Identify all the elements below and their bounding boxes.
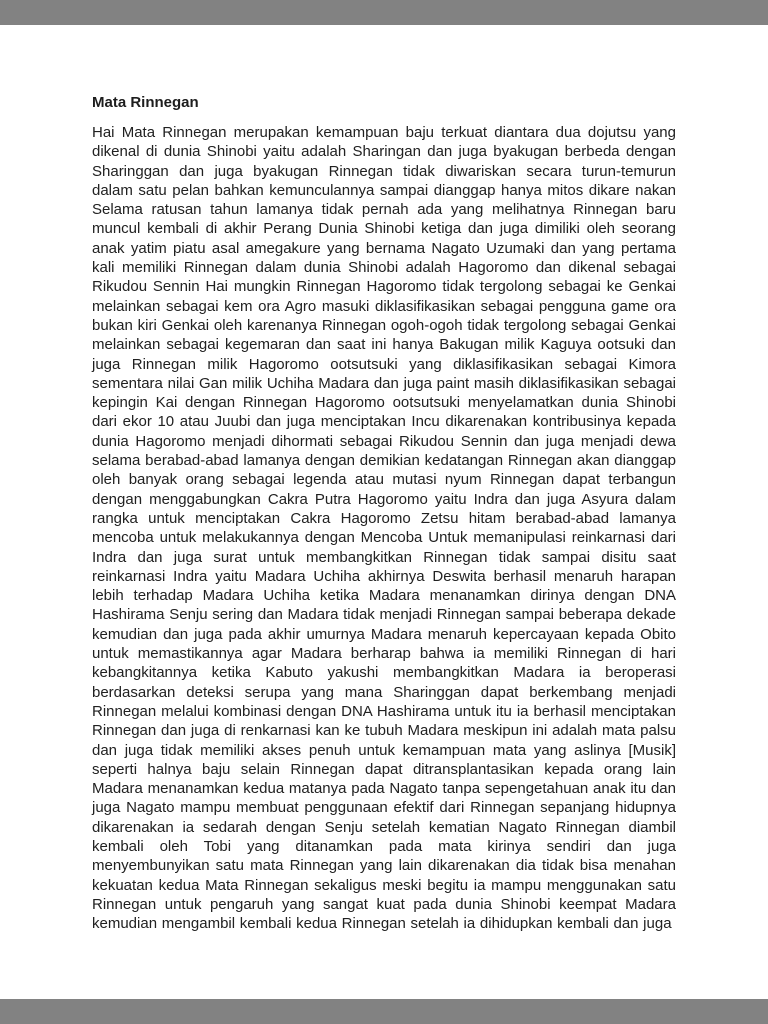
viewer-top-bar: [0, 0, 768, 25]
viewer-bottom-bar: [0, 999, 768, 1024]
page-title: Mata Rinnegan: [92, 94, 199, 111]
document-page: [0, 25, 768, 999]
body-paragraph: Hai Mata Rinnegan merupakan kemampuan baju terkuat diantara dua dojutsu yang dikenal di dunia Shinobi yaitu adalah Sharingan dan juga byakugan berbeda dengan Sharinggan dan juga byakugan Rinnegan tidak diwariskan secara turun-temurun dalam satu pelan bahkan kemunculannya sampai dianggap hanya mitos dikare nakan Selama ratusan tahun lamanya tidak pernah ada yang melihatnya Rinnegan baru muncul kembali di akhir Perang Dunia Shinobi ketiga dan juga dimiliki oleh seorang anak yatim piatu asal amegakure yang bernama Nagato Uzumaki dan yang pertama kali memiliki Rinnegan dalam dunia Shinobi adalah Hagoromo dan dikenal sebagai Rikudou Sennin Hai mungkin Rinnegan Hagoromo tidak tergolong sebagai ke Genkai melainkan sebagai kem ora Agro masuki diklasifikasikan sebagai pengguna game ora bukan kiri Genkai oleh karenanya Rinnegan ogoh-ogoh tidak tergolong sebagai Genkai melainkan sebagai kegemaran dan saat ini hanya Bakugan milik Kaguya ootsuki dan juga Rinnegan milik Hagoromo ootsutsuki yang diklasifikasikan sebagai Kimora sementara nilai Gan milik Uchiha Madara dan juga paint masih diklasifikasikan sebagai kepingin Kai dengan Rinnegan Hagoromo ootsutsuki menyelamatkan dunia Shinobi dari ekor 10 atau Juubi dan juga menciptakan Incu dikarenakan kontribusinya kepada dunia Hagoromo menjadi dihormati sebagai Rikudou Sennin dan juga menjadi dewa selama berabad-abad lamanya dengan demikian kedatangan Rinnegan akan dianggap oleh banyak orang sebagai legenda atau mutasi nyum Rinnegan dapat terbangun dengan menggabungkan Cakra Putra Hagoromo yaitu Indra dan juga Asyura dalam rangka untuk menciptakan Cakra Hagoromo Zetsu hitam berabad-abad lamanya mencoba untuk melakukannya dengan Mencoba Untuk memanipulasi reinkarnasi dari Indra dan juga surat untuk membangkitkan Rinnegan tidak sampai disitu saat reinkarnasi Indra yaitu Madara Uchiha akhirnya Deswita berhasil menaruh harapan lebih terhadap Madara Uchiha ketika Madara menanamkan dirinya dengan DNA Hashirama Senju sering dan Madara tidak menjadi Rinnegan sampai beberapa dekade kemudian dan juga pada akhir umurnya Madara menaruh kepercayaan kepada Obito untuk memastikannya agar Madara berharap bahwa ia memiliki Rinnegan di hari kebangkitannya ketika Kabuto yakushi membangkitkan Madara ia beroperasi berdasarkan deteksi serupa yang mana Sharinggan dapat berkembang menjadi Rinnegan melalui kombinasi dengan DNA Hashirama untuk itu ia berhasil menciptakan Rinnegan dan juga di renkarnasi kan ke tubuh Madara meskipun ini adalah mata palsu dan juga tidak memiliki akses penuh untuk kemampuan mata yang aslinya [Musik] seperti halnya baju selain Rinnegan dapat ditransplantasikan kepada orang lain Madara menanamkan kedua matanya pada Nagato tanpa sepengetahuan anak itu dan juga Nagato mampu membuat penggunaan efektif dari Rinnegan sepanjang hidupnya dikarenakan ia sedarah dengan Senju setelah kematian Nagato Rinnegan diambil kembali oleh Tobi yang ditanamkan pada mata kirinya sendiri dan juga menyembunyikan satu mata Rinnegan yang lain dikarenakan dia tidak bisa menahan kekuatan kedua Mata Rinnegan sekaligus meski begitu ia mampu menggunakan satu Rinnegan untuk pengaruh yang sangat kuat pada dunia Shinobi keempat Madara kemudian mengambil kembali kedua Rinnegan setelah ia dihidupkan kembali dan juga: [92, 124, 676, 933]
